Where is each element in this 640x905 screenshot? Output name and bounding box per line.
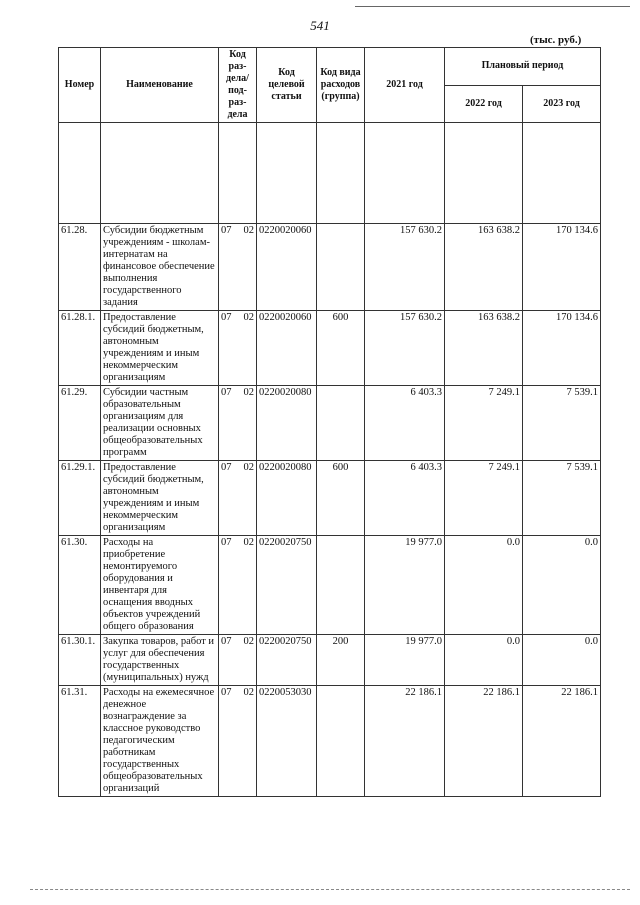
row-amount-2022: 7 249.1 xyxy=(445,386,523,461)
row-number: 61.30. xyxy=(59,536,101,635)
row-amount-2021: 6 403.3 xyxy=(365,386,445,461)
row-section-code xyxy=(219,686,257,797)
row-name: Предоставление субсидий бюджетным, автономным учреждениям и иным некоммерческим организациям xyxy=(101,461,219,536)
row-podrazdel: 02 xyxy=(243,687,254,698)
row-number: 61.29.1. xyxy=(59,461,101,536)
row-name: Субсидии бюджетным учреждениям - школам-интернатам на финансовое обеспечение выполнения государственного задания xyxy=(101,224,219,311)
table-row xyxy=(59,461,601,536)
row-target-code: 0220020060 xyxy=(257,224,317,311)
row-section-code xyxy=(219,536,257,635)
row-section-code xyxy=(219,386,257,461)
row-name: Расходы на приобретение немонтируемого оборудования и инвентаря для оснащения вводных объектов учреждений общего образования xyxy=(101,536,219,635)
header-section-code: Код раз-дела/ под-раз-дела xyxy=(219,48,257,123)
row-target-code: 0220020750 xyxy=(257,635,317,686)
row-section-code xyxy=(219,635,257,686)
row-amount-2023: 7 539.1 xyxy=(523,386,601,461)
row-amount-2023: 7 539.1 xyxy=(523,461,601,536)
units-label: (тыс. руб.) xyxy=(530,34,582,46)
row-amount-2021: 19 977.0 xyxy=(365,635,445,686)
row-name: Расходы на ежемесячное денежное вознаграждение за классное руководство педагогическим работникам государственных общеобразовательных организаций xyxy=(101,686,219,797)
row-number: 61.28.1. xyxy=(59,311,101,386)
row-amount-2023: 0.0 xyxy=(523,635,601,686)
row-number: 61.31. xyxy=(59,686,101,797)
row-expense-type-code xyxy=(317,686,365,797)
row-amount-2023: 22 186.1 xyxy=(523,686,601,797)
row-name: Субсидии частным образовательным организациям для реализации основных общеобразовательных программ xyxy=(101,386,219,461)
table-row xyxy=(59,224,601,311)
row-amount-2022: 0.0 xyxy=(445,635,523,686)
header-number: Номер xyxy=(59,48,101,123)
row-expense-type-code xyxy=(317,224,365,311)
page-number: 541 xyxy=(310,18,330,33)
row-amount-2023: 170 134.6 xyxy=(523,224,601,311)
row-amount-2022: 22 186.1 xyxy=(445,686,523,797)
budget-table xyxy=(58,47,601,797)
row-podrazdel: 02 xyxy=(243,387,254,398)
header-year-2022: 2022 год xyxy=(445,85,523,123)
row-target-code: 0220020080 xyxy=(257,461,317,536)
table-body xyxy=(59,224,601,797)
row-podrazdel: 02 xyxy=(243,312,254,323)
row-amount-2023: 0.0 xyxy=(523,536,601,635)
row-number: 61.28. xyxy=(59,224,101,311)
row-podrazdel: 02 xyxy=(243,636,254,647)
row-expense-type-code: 600 xyxy=(317,461,365,536)
header-spacer-row xyxy=(59,123,601,224)
row-expense-type-code xyxy=(317,536,365,635)
row-razdel: 07 xyxy=(221,537,232,548)
table-row xyxy=(59,635,601,686)
row-amount-2022: 163 638.2 xyxy=(445,224,523,311)
row-razdel: 07 xyxy=(221,462,232,473)
row-amount-2022: 163 638.2 xyxy=(445,311,523,386)
row-target-code: 0220053030 xyxy=(257,686,317,797)
row-expense-type-code: 200 xyxy=(317,635,365,686)
header-planned-period: Плановый период xyxy=(445,48,601,86)
row-amount-2022: 0.0 xyxy=(445,536,523,635)
row-amount-2021: 19 977.0 xyxy=(365,536,445,635)
row-amount-2021: 157 630.2 xyxy=(365,224,445,311)
row-expense-type-code: 600 xyxy=(317,311,365,386)
row-section-code xyxy=(219,461,257,536)
row-amount-2021: 6 403.3 xyxy=(365,461,445,536)
table-row xyxy=(59,686,601,797)
row-razdel: 07 xyxy=(221,312,232,323)
bottom-rule xyxy=(30,889,630,890)
row-podrazdel: 02 xyxy=(243,462,254,473)
row-amount-2022: 7 249.1 xyxy=(445,461,523,536)
header-name: Наименование xyxy=(101,48,219,123)
row-name: Закупка товаров, работ и услуг для обеспечения государственных (муниципальных) нужд xyxy=(101,635,219,686)
row-section-code xyxy=(219,224,257,311)
row-podrazdel: 02 xyxy=(243,537,254,548)
row-expense-type-code xyxy=(317,386,365,461)
row-podrazdel: 02 xyxy=(243,225,254,236)
header-year-2023: 2023 год xyxy=(523,85,601,123)
table-row xyxy=(59,536,601,635)
row-razdel: 07 xyxy=(221,225,232,236)
header-target-code: Код целевой статьи xyxy=(257,48,317,123)
top-rule xyxy=(355,6,630,7)
row-number: 61.30.1. xyxy=(59,635,101,686)
row-target-code: 0220020750 xyxy=(257,536,317,635)
header-expense-type-code: Код вида расходов (группа) xyxy=(317,48,365,123)
table-header-row xyxy=(59,48,601,86)
row-number: 61.29. xyxy=(59,386,101,461)
header-year-2021: 2021 год xyxy=(365,48,445,123)
row-razdel: 07 xyxy=(221,387,232,398)
row-amount-2021: 157 630.2 xyxy=(365,311,445,386)
row-razdel: 07 xyxy=(221,636,232,647)
row-section-code xyxy=(219,311,257,386)
row-name: Предоставление субсидий бюджетным, автономным учреждениям и иным некоммерческим организациям xyxy=(101,311,219,386)
row-target-code: 0220020060 xyxy=(257,311,317,386)
row-amount-2021: 22 186.1 xyxy=(365,686,445,797)
table-row xyxy=(59,311,601,386)
row-razdel: 07 xyxy=(221,687,232,698)
table-row xyxy=(59,386,601,461)
row-amount-2023: 170 134.6 xyxy=(523,311,601,386)
row-target-code: 0220020080 xyxy=(257,386,317,461)
